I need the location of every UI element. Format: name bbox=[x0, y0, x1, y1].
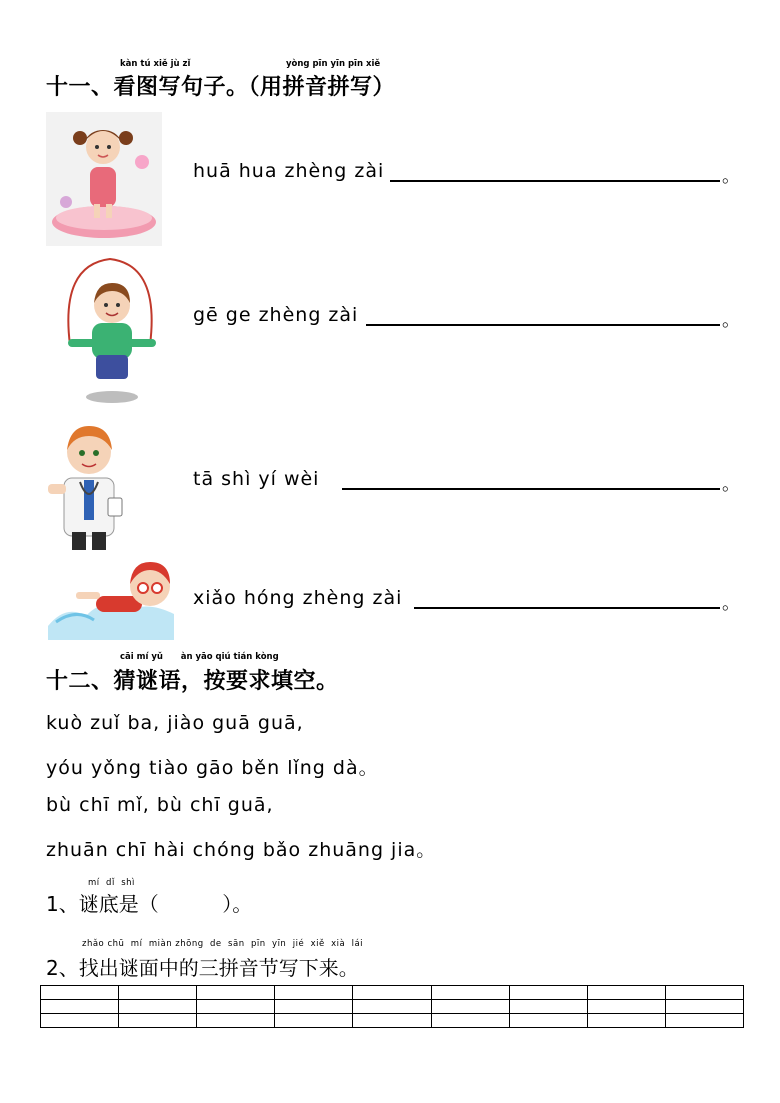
grid-cell[interactable] bbox=[275, 986, 353, 1000]
sentence-2-prompt: gē ge zhèng zài bbox=[193, 304, 359, 326]
sentence-2-period: 。 bbox=[722, 310, 740, 331]
grid-cell[interactable] bbox=[587, 986, 665, 1000]
sentence-3-prompt: tā shì yí wèi bbox=[193, 468, 320, 490]
grid-cell[interactable] bbox=[509, 986, 587, 1000]
sentence-1-answer-line[interactable] bbox=[390, 180, 720, 182]
grid-cell[interactable] bbox=[665, 1014, 743, 1028]
grid-cell[interactable] bbox=[353, 986, 431, 1000]
grid-cell[interactable] bbox=[431, 986, 509, 1000]
riddle-line-2: yóu yǒng tiào gāo běn lǐng dà。 bbox=[46, 757, 379, 779]
question-2-ruby: zhǎo chū mí miàn zhōng de sān pīn yīn jié xiě xià lái bbox=[82, 939, 364, 949]
riddle-line-3: bù chī mǐ, bù chī guā, bbox=[46, 794, 274, 816]
sentence-4-period: 。 bbox=[722, 593, 740, 614]
grid-cell[interactable] bbox=[119, 1000, 197, 1014]
grid-cell[interactable] bbox=[353, 1000, 431, 1014]
grid-cell[interactable] bbox=[41, 1014, 119, 1028]
grid-cell[interactable] bbox=[197, 1014, 275, 1028]
swimming-girl-picture bbox=[46, 556, 176, 640]
sentence-3-period: 。 bbox=[722, 474, 740, 495]
riddle-line-4: zhuān chī hài chóng bǎo zhuāng jia。 bbox=[46, 839, 437, 861]
answer-blank[interactable] bbox=[180, 890, 260, 914]
grid-cell[interactable] bbox=[119, 1014, 197, 1028]
section-11-title: 十一、看图写句子。（用拼音拼写） bbox=[46, 75, 396, 100]
grid-cell[interactable] bbox=[431, 1000, 509, 1014]
sentence-3-answer-line[interactable] bbox=[342, 488, 720, 490]
grid-cell[interactable] bbox=[587, 1014, 665, 1028]
grid-cell[interactable] bbox=[431, 1014, 509, 1028]
grid-cell[interactable] bbox=[41, 986, 119, 1000]
grid-cell[interactable] bbox=[275, 1014, 353, 1028]
grid-row bbox=[41, 1014, 744, 1028]
sentence-1-period: 。 bbox=[722, 166, 740, 187]
grid-cell[interactable] bbox=[197, 986, 275, 1000]
grid-row bbox=[41, 986, 744, 1000]
grid-cell[interactable] bbox=[41, 1000, 119, 1014]
sentence-4-answer-line[interactable] bbox=[414, 607, 720, 609]
grid-row bbox=[41, 1000, 744, 1014]
writing-grid bbox=[40, 985, 744, 1028]
section-12-title: 十二、猜谜语，按要求填空。 bbox=[46, 669, 339, 694]
jumping-rope-boy-picture bbox=[50, 255, 170, 405]
question-2: 2、找出谜面中的三拼音节写下来。 bbox=[46, 956, 359, 980]
riddle-line-1: kuò zuǐ ba, jiào guā guā, bbox=[46, 712, 304, 734]
heading-11-ruby-left: kàn tú xiě jù zǐ bbox=[120, 59, 191, 69]
grid-cell[interactable] bbox=[587, 1000, 665, 1014]
grid-cell[interactable] bbox=[509, 1014, 587, 1028]
grid-cell[interactable] bbox=[353, 1014, 431, 1028]
grid-cell[interactable] bbox=[275, 1000, 353, 1014]
grid-cell[interactable] bbox=[509, 1000, 587, 1014]
heading-12-ruby: cāi mí yǔ àn yāo qiú tián kòng bbox=[120, 652, 279, 662]
sentence-4-prompt: xiǎo hóng zhèng zài bbox=[193, 587, 403, 609]
grid-cell[interactable] bbox=[665, 1000, 743, 1014]
grid-cell[interactable] bbox=[665, 986, 743, 1000]
question-1-ruby: mí dǐ shì bbox=[88, 878, 135, 888]
sentence-2-answer-line[interactable] bbox=[366, 324, 720, 326]
dancing-girl-picture bbox=[46, 112, 162, 246]
sentence-1-prompt: huā hua zhèng zài bbox=[193, 160, 385, 182]
grid-cell[interactable] bbox=[119, 986, 197, 1000]
doctor-picture bbox=[46, 420, 130, 552]
grid-cell[interactable] bbox=[197, 1000, 275, 1014]
heading-11-ruby-right: yòng pīn yīn pīn xiě bbox=[286, 59, 381, 69]
question-1: 1、谜底是（ ）。 bbox=[46, 892, 253, 916]
